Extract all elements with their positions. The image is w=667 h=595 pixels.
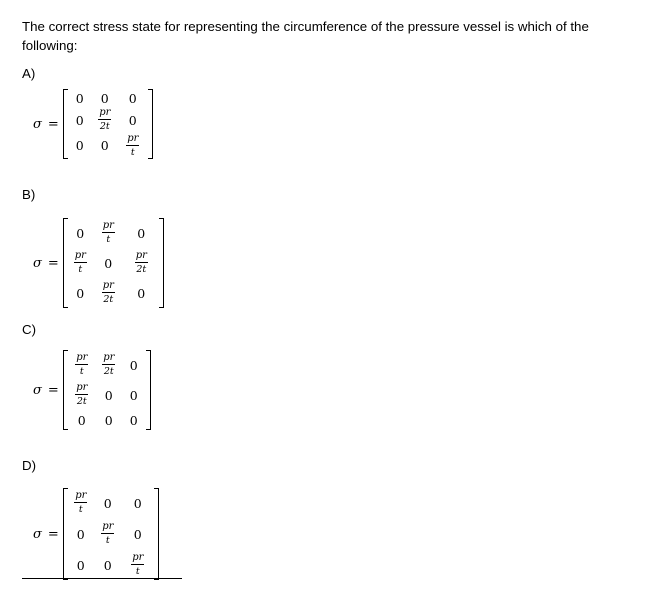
sigma-symbol: σ bbox=[33, 116, 42, 132]
matrix-cell bbox=[91, 108, 119, 132]
matrix-cell bbox=[69, 488, 93, 518]
fraction-denominator: t bbox=[135, 566, 140, 578]
equals-sign: = bbox=[47, 526, 59, 542]
matrix-cell bbox=[69, 350, 95, 380]
matrix-cell: 0 bbox=[128, 91, 137, 106]
matrix-cell: 0 bbox=[137, 285, 146, 301]
fraction-numerator: pr bbox=[132, 552, 144, 564]
matrix-cell bbox=[119, 132, 147, 159]
matrix-cell: 0 bbox=[129, 357, 138, 373]
option-a-equation bbox=[33, 89, 153, 159]
option-d-label: D) bbox=[22, 458, 37, 473]
fraction-denominator: t bbox=[79, 366, 84, 378]
fraction bbox=[131, 553, 144, 577]
fraction-denominator: t bbox=[78, 504, 83, 516]
matrix-cell: 0 bbox=[129, 412, 138, 428]
bottom-rule bbox=[22, 578, 182, 579]
matrix-cell: 0 bbox=[137, 225, 146, 241]
fraction-numerator: pr bbox=[76, 352, 88, 364]
matrix-cell: 0 bbox=[77, 412, 86, 428]
matrix-cell bbox=[92, 278, 125, 308]
matrix-cell: 0 bbox=[75, 112, 84, 128]
option-b-label: B) bbox=[22, 187, 36, 202]
fraction-denominator: t bbox=[78, 264, 83, 276]
matrix-cell bbox=[95, 350, 123, 380]
matrix-cell: 0 bbox=[76, 526, 85, 542]
matrix-cell: 0 bbox=[104, 412, 113, 428]
sigma-symbol: σ bbox=[33, 382, 42, 398]
fraction-numerator: pr bbox=[76, 382, 88, 394]
fraction-denominator: t bbox=[130, 146, 135, 158]
fraction-numerator: pr bbox=[99, 107, 111, 119]
matrix-cell: 0 bbox=[100, 138, 109, 153]
fraction-denominator: 2t bbox=[103, 366, 114, 378]
fraction bbox=[102, 281, 115, 305]
fraction-numerator: pr bbox=[102, 280, 114, 292]
matrix-cell bbox=[92, 218, 125, 248]
fraction-denominator: 2t bbox=[99, 121, 110, 133]
fraction-denominator: 2t bbox=[76, 396, 87, 408]
sigma-symbol: σ bbox=[33, 255, 42, 271]
fraction-numerator: pr bbox=[74, 250, 86, 262]
fraction-denominator: t bbox=[105, 535, 110, 547]
sigma-symbol: σ bbox=[33, 526, 42, 542]
matrix-cell bbox=[125, 248, 158, 278]
fraction-numerator: pr bbox=[75, 490, 87, 502]
matrix-cell: 0 bbox=[133, 526, 142, 542]
matrix-cell: 0 bbox=[75, 91, 84, 106]
fraction bbox=[74, 251, 87, 275]
fraction-denominator: t bbox=[106, 234, 111, 246]
fraction bbox=[102, 221, 115, 245]
stress-matrix bbox=[63, 488, 159, 580]
matrix-cell: 0 bbox=[76, 225, 85, 241]
fraction bbox=[135, 251, 148, 275]
stress-matrix bbox=[63, 350, 151, 430]
option-c-equation bbox=[33, 350, 151, 430]
matrix-cell: 0 bbox=[129, 387, 138, 403]
option-d-equation bbox=[33, 488, 159, 580]
option-b-equation bbox=[33, 218, 164, 308]
matrix-cell: 0 bbox=[133, 495, 142, 511]
matrix-cell: 0 bbox=[100, 91, 109, 106]
equals-sign: = bbox=[47, 116, 59, 132]
equals-sign: = bbox=[47, 255, 59, 271]
stress-matrix bbox=[63, 89, 153, 159]
fraction bbox=[98, 108, 111, 132]
fraction bbox=[75, 353, 88, 377]
fraction-numerator: pr bbox=[103, 352, 115, 364]
matrix-cell: 0 bbox=[103, 495, 112, 511]
matrix-cell: 0 bbox=[75, 138, 84, 153]
matrix-cell bbox=[93, 518, 123, 550]
option-c-label: C) bbox=[22, 322, 37, 337]
matrix-cell: 0 bbox=[104, 255, 113, 271]
matrix-cell: 0 bbox=[103, 557, 112, 573]
matrix-cell: 0 bbox=[76, 557, 85, 573]
matrix-cell bbox=[69, 380, 95, 410]
fraction-numerator: pr bbox=[102, 220, 114, 232]
fraction-numerator: pr bbox=[102, 521, 114, 533]
fraction-numerator: pr bbox=[127, 132, 139, 144]
fraction bbox=[126, 134, 139, 158]
fraction-denominator: 2t bbox=[136, 264, 147, 276]
equals-sign: = bbox=[47, 382, 59, 398]
matrix-cell: 0 bbox=[104, 387, 113, 403]
fraction-numerator: pr bbox=[135, 250, 147, 262]
fraction-denominator: 2t bbox=[103, 294, 114, 306]
stress-matrix bbox=[63, 218, 164, 308]
option-a-label: A) bbox=[22, 66, 36, 81]
matrix-cell: 0 bbox=[76, 285, 85, 301]
matrix-cell bbox=[123, 550, 153, 580]
fraction bbox=[102, 353, 115, 377]
question-text: The correct stress state for representing the circumference of the pressure vessel is which of the following: bbox=[22, 19, 589, 53]
fraction bbox=[75, 383, 88, 407]
fraction bbox=[74, 491, 87, 515]
matrix-cell: 0 bbox=[128, 112, 137, 128]
matrix-cell bbox=[69, 248, 92, 278]
fraction bbox=[101, 522, 114, 546]
